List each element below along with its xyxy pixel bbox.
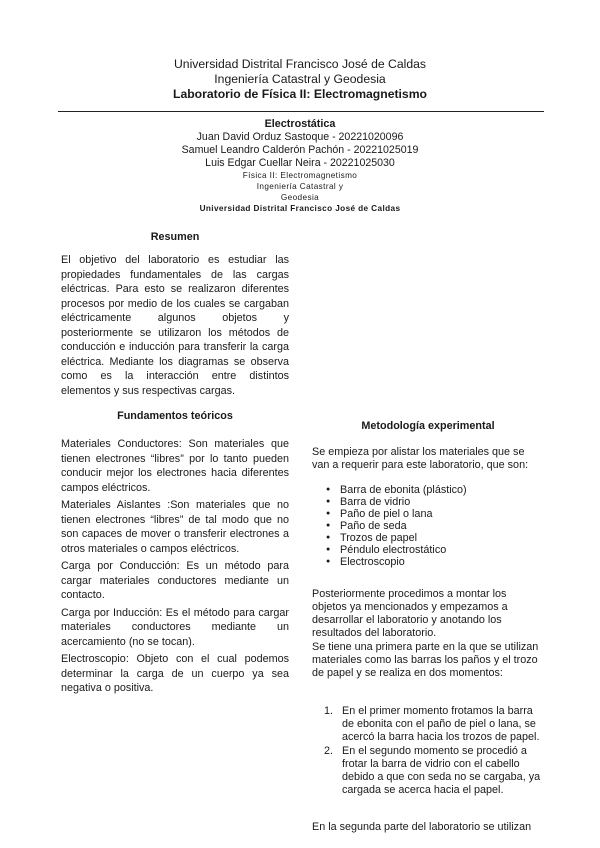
metodologia-para2: Posteriormente procedimos a montar los objetos ya mencionados y empezamos a desarrollar el laboratorio y anotando los resultados del laboratorio. (312, 588, 508, 639)
step-number: 2. (324, 745, 334, 757)
fundamentos-conductores: Materiales Conductores: Son materiales que tienen electrones “libres” por lo tanto pueden conducir mejor los electrones hacia diferentes campos eléctricos. (61, 438, 289, 494)
fundamentos-heading: Fundamentos teóricos (117, 410, 233, 422)
step-text: En el primer momento frotamos la barra de ebonita con el paño de piel o lana, se acercó la barra hacia los trozos de papel. (342, 705, 540, 743)
list-item: ● Paño de piel o lana (326, 508, 544, 520)
header-university: Universidad Distrital Francisco José de Caldas (174, 57, 426, 71)
resumen-heading: Resumen (150, 231, 200, 243)
fundamentos-electroscopio: Electroscopio: Objeto con el cual podemos determinar la carga de un cuerpo ya sea negativa o positiva. (61, 653, 289, 694)
fundamentos-conduccion: Carga por Conducción: Es un método para cargar materiales conductores mediante un contacto. (61, 560, 289, 601)
metodologia-para4: En la segunda parte del laboratorio se utilizan (312, 821, 532, 833)
author-3: Luis Edgar Cuellar Neira - 20221025030 (205, 157, 395, 169)
list-item (312, 745, 544, 797)
list-item: ● Trozos de papel (326, 532, 544, 544)
step-text: En el segundo momento se procedió a frotar la barra de vidrio con el cabello debido a que con seda no se cargaba, ya cargada se acerca hacia el papel. (342, 745, 541, 796)
step-number: 1. (324, 705, 334, 717)
header-divider (58, 111, 544, 112)
report-title: Electrostática (264, 118, 336, 130)
metodologia-heading: Metodología experimental (361, 420, 495, 432)
fundamentos-induccion: Carga por Inducción: Es el método para cargar materiales conductores mediante un acercamiento (no se tocan). (61, 606, 289, 648)
list-item (312, 705, 544, 744)
list-item: ● Barra de ebonita (plástico) (326, 484, 544, 496)
author-1: Juan David Orduz Sastoque - 20221020096 (196, 131, 404, 143)
affil-course: Física II: Electromagnetismo (242, 171, 358, 180)
fundamentos-aislantes: Materiales Aislantes :Son materiales que no tienen electrones “libres” de tal modo que no son capaces de mover o transferir electrones a otros materiales o campos eléctricos. (61, 499, 289, 555)
steps-list (312, 705, 544, 798)
list-item: ● Electroscopio (326, 556, 544, 568)
list-item: ● Paño de seda (326, 520, 544, 532)
list-item: ● Péndulo electrostático (326, 544, 544, 556)
affil-university: Universidad Distrital Francisco José de Caldas (199, 204, 401, 213)
materials-list (326, 484, 544, 568)
metodologia-intro: Se empieza por alistar los materiales que se van a requerir para este laboratorio, que son: (312, 446, 529, 471)
header-program: Ingeniería Catastral y Geodesia (214, 72, 386, 86)
affil-program-1: Ingeniería Catastral y (256, 182, 344, 191)
header-lab-title: Laboratorio de Física II: Electromagnetismo (173, 87, 427, 101)
resumen-text: El objetivo del laboratorio es estudiar las propiedades fundamentales de las cargas eléctricas. Para esto se realizaron diferentes procesos por medio de los cuales se cargaban eléctricamente algunos objetos y posteriormente se utilizaron los métodos de conducción e inducción para transferir la carga eléctrica. Mediante los diagramas se observa como es la interacción entre distintos elementos y sus respectivas cargas. (61, 254, 289, 397)
fundamentos-body (61, 437, 289, 699)
metodologia-para3: Se tiene una primera parte en la que se utilizan materiales como las barras los paños y el trozo de papel y se realiza en dos momentos: (312, 641, 539, 679)
affil-program-2: Geodesia (280, 193, 320, 202)
list-item: ● Barra de vidrio (326, 496, 544, 508)
author-2: Samuel Leandro Calderón Pachón - 20221025019 (181, 144, 419, 156)
